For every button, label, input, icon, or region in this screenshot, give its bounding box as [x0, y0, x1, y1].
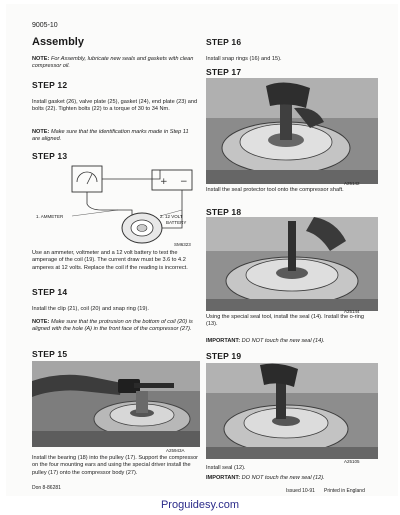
step-18-fig-code: A25144	[344, 309, 360, 314]
step-14-heading: STEP 14	[32, 287, 68, 297]
footer-printed: Printed in England	[324, 488, 365, 494]
step-17-text: Install the seal protector tool onto the compressor shaft.	[206, 187, 344, 193]
step-18-heading: STEP 18	[206, 207, 242, 217]
step-18-text: Using the special seal tool, install the seal (14). Install the o-ring (13).	[206, 314, 364, 328]
label-battery-2: BATTERY	[166, 220, 187, 225]
step-12-heading: STEP 12	[32, 80, 68, 90]
step-13-heading: STEP 13	[32, 151, 68, 161]
step-12-text: Install gasket (26), valve plate (25), gasket (24), end plate (23) and bolts (22). Tighten bolts (22) to a torque of 30 to 34 Nm.	[32, 99, 198, 113]
footer-issued: Issued 10-91	[286, 488, 315, 494]
step-15-text: Install the bearing (18) into the pulley (17). Support the compressor on the four mounting ears and using the special driver install the pulley (17) onto the compressor body (27).	[32, 455, 199, 476]
page-code: 9005-10	[32, 22, 58, 29]
step-19-fig-code: A25105	[344, 459, 360, 464]
svg-text:+: +	[160, 177, 168, 187]
svg-text:−: −	[180, 177, 188, 187]
step-14-note: NOTE: Make sure that the protrusion on the bottom of coil (20) is aligned with the hole (A) in the front face of the compressor (27).	[32, 319, 193, 333]
step-19-photo	[206, 363, 378, 459]
step-15-fig-code: A25943A	[166, 448, 185, 453]
step-14-text: Install the clip (21), coil (20) and snap ring (19).	[32, 306, 149, 312]
coil-test-diagram	[32, 164, 200, 248]
step-17-photo	[206, 78, 378, 184]
step-13-text: Use an ammeter, voltmeter and a 12 volt battery to test the amperage of the coil (19). The current draw must be 3.6 to 4.2 amperes at 12 volts. Replace the coil if the reading is incorrect.	[32, 250, 188, 271]
step-15-photo	[32, 361, 200, 447]
ammeter-icon	[72, 166, 102, 192]
step-18-important: IMPORTANT: DO NOT touch the new seal (14).	[206, 338, 325, 344]
step-13-fig-code: SM6323	[174, 242, 191, 247]
step-19-important: IMPORTANT: DO NOT touch the new seal (12).	[206, 475, 325, 481]
assembly-note: NOTE: For Assembly, lubricate new seals and gaskets with clean compressor oil.	[32, 56, 194, 70]
manual-page	[6, 4, 398, 496]
step-18-photo	[206, 217, 378, 311]
step-19-text: Install seal (12).	[206, 465, 246, 471]
step-16-heading: STEP 16	[206, 37, 242, 47]
label-ammeter: 1. AMMETER	[36, 214, 64, 219]
label-battery-1: 2. 12 VOLT	[160, 214, 183, 219]
footer-document-number: Don 8-86281	[32, 485, 61, 491]
step-17-fig-code: A25142	[344, 181, 360, 186]
step-15-heading: STEP 15	[32, 349, 68, 359]
step-16-text: Install snap rings (16) and 15).	[206, 56, 282, 62]
watermark-text: Proguidesy.com	[160, 499, 240, 511]
section-title: Assembly	[32, 36, 84, 48]
step-19-heading: STEP 19	[206, 351, 242, 361]
step-17-heading: STEP 17	[206, 67, 242, 77]
step-12-note: NOTE: Make sure that the identification marks made in Step 11 are aligned.	[32, 129, 189, 143]
